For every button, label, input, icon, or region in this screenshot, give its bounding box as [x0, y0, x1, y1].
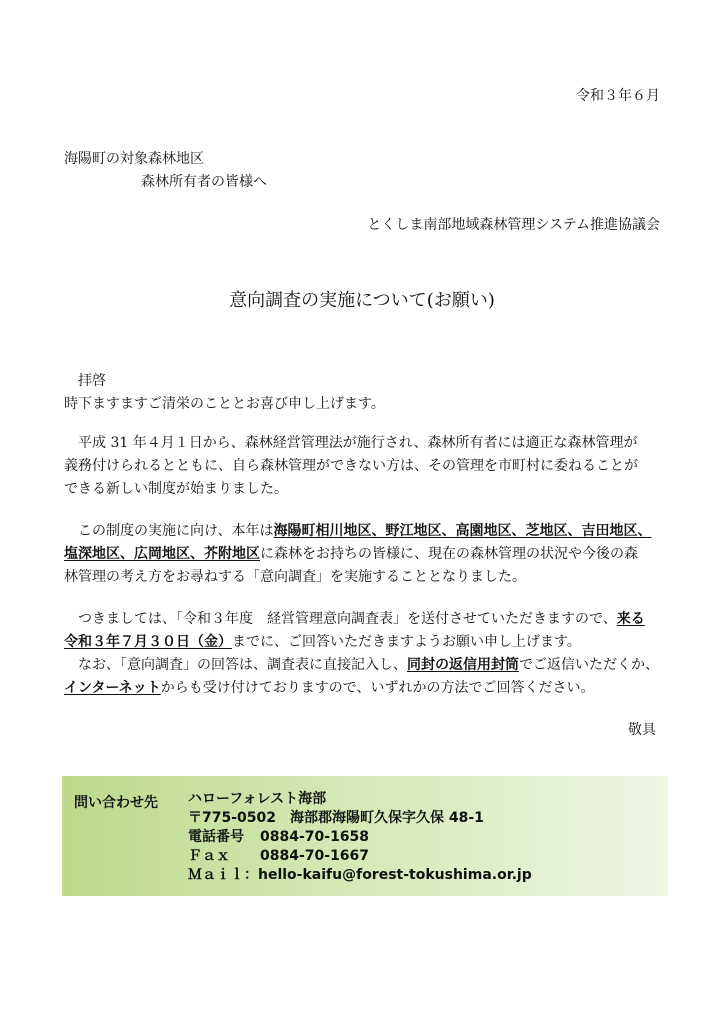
paragraph-3-line-4 [64, 677, 664, 700]
paragraph-3-line-3-text-b: でご返信いただくか、 [519, 657, 659, 673]
paragraph-3-line-1 [64, 608, 664, 631]
return-envelope-underlined: 同封の返信用封筒 [407, 657, 519, 673]
contact-label: 問い合わせ先 [74, 795, 158, 811]
paragraph-1 [64, 432, 664, 501]
document-date: 令和３年６月 [576, 88, 660, 104]
paragraph-2-line-2 [64, 543, 664, 566]
paragraph-2 [64, 520, 664, 589]
paragraph-2-line-1 [64, 520, 664, 543]
paragraph-3-line-4-text: からも受け付けておりますので、いずれかの方法でご回答ください。 [160, 680, 595, 696]
recipient-line-2: 森林所有者の皆様へ [141, 174, 267, 190]
mail-label: Ｍａｉｌ： [188, 867, 258, 883]
paragraph-3-line-2 [64, 631, 664, 654]
contact-details [188, 790, 532, 885]
paragraph-3 [64, 608, 664, 700]
deadline-underlined-2: 令和３年７月３０日（金） [64, 634, 232, 650]
fax-label: Ｆａｘ [188, 848, 230, 864]
contact-org: ハローフォレスト海部 [188, 791, 327, 807]
paragraph-2-line-1-text: この制度の実施に向け、本年は [78, 523, 274, 539]
contact-box [62, 776, 668, 896]
target-areas-underlined-1: 海陽町相川地区、野江地区、高園地区、芝地区、吉田地区、 [273, 523, 652, 539]
recipient-line-1: 海陽町の対象森林地区 [64, 151, 204, 167]
fax-number: 0884-70-1667 [260, 848, 370, 864]
paragraph-2-line-2-text: に森林をお持ちの皆様に、現在の森林管理の状況や今後の森 [260, 546, 638, 562]
target-areas-underlined-2: 塩深地区、広岡地区、芥附地区 [64, 546, 260, 562]
paragraph-2-line-3: 林管理の考え方をお尋ねする「意向調査」を実施することとなりました。 [64, 569, 526, 585]
greeting-block [64, 370, 664, 416]
sender-name: とくしま南部地域森林管理システム推進協議会 [367, 217, 660, 233]
contact-address: 〒775-0502 海部郡海陽町久保字久保 48-1 [188, 810, 484, 826]
greeting-line: 時下ますますご清栄のこととお喜び申し上げます。 [64, 396, 385, 412]
paragraph-1-line-1: 平成 31 年４月１日から、森林経営管理法が施行され、森林所有者には適正な森林管理が [78, 435, 638, 451]
phone-number: 0884-70-1658 [260, 829, 370, 845]
mail-address: hello-kaifu@forest-tokushima.or.jp [258, 867, 532, 883]
paragraph-1-line-2: 義務付けられるとともに、自ら森林管理ができない方は、その管理を市町村に委ねることが [64, 458, 638, 474]
contact-fax-row [188, 847, 532, 866]
phone-label: 電話番号 [188, 829, 244, 845]
contact-mail-row [188, 866, 532, 885]
document-title: 意向調査の実施について(お願い) [229, 290, 495, 311]
paragraph-3-line-1-text: つきましては、「令和３年度 経営管理意向調査表」を送付させていただきますので、 [78, 611, 617, 627]
deadline-underlined-1: 来る [616, 611, 645, 627]
greeting-haikei: 拝啓 [78, 373, 106, 389]
closing-keigu: 敬具 [628, 722, 656, 738]
paragraph-3-line-2-text: までに、ご回答いただきますようお願い申し上げます。 [232, 634, 581, 650]
contact-phone-row [188, 828, 532, 847]
paragraph-1-line-3: できる新しい制度が始まりました。 [64, 481, 288, 497]
paragraph-3-line-3 [64, 654, 664, 677]
paragraph-3-line-3-text-a: なお、「意向調査」の回答は、調査表に直接記入し、 [78, 657, 407, 673]
internet-underlined: インターネット [64, 680, 161, 696]
